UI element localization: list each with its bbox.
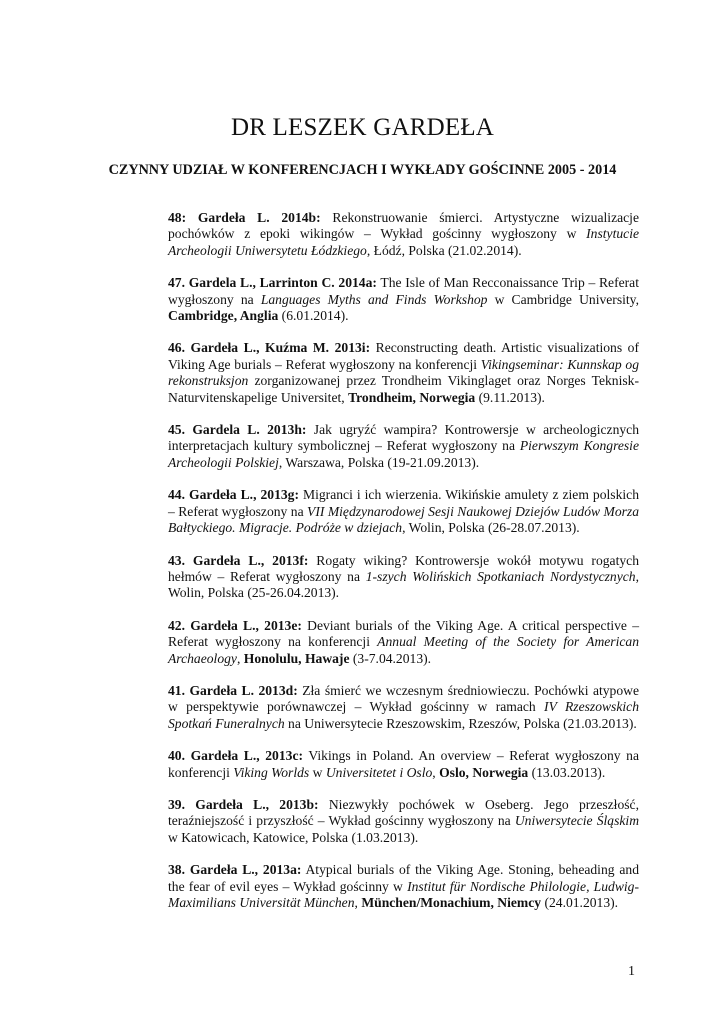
entry-venue: Annual Meeting of the Society for American Archaeology [168,634,639,666]
entry-text: Reconstructing death. Artistic visualizations of Viking Age burials – Referat wygłoszony na konferencji [168,340,639,372]
entry-venue: IV Rzeszowskich Spotkań Funeralnych [168,699,639,731]
entry-text: Zła śmierć we wczesnym średniowieczu. Pochówki atypowe w perspektywie porównawczej – Wykład gościnny w ramach [168,682,640,715]
entry-text: Niezwykły pochówek w Oseberg. Jego przeszłość, teraźniejszość i przyszłość – Wykład gościnny wygłoszony na [168,796,639,829]
list-item [168,748,639,781]
entry-reference: 44. Gardeła L., 2013g: [168,487,299,503]
entry-reference: 40. Gardeła L., 2013c: [168,748,304,764]
entry-reference: 38. Gardeła L., 2013a: [168,862,302,878]
list-item [168,553,639,602]
entry-reference: 48: Gardeła L. 2014b: [168,210,321,225]
entry-list [168,210,639,927]
entry-text: Rekonstruowanie śmierci. Artystyczne wizualizacje pochówków z epoki wikingów – Wykład gościnny wygłoszony w [168,210,639,242]
entry-text: Migranci i ich wierzenia. Wikińskie amulety z ziem polskich – Referat wygłoszony na [168,487,639,519]
entry-place: Honolulu, Hawaje [243,650,350,666]
entry-venue-secondary: Universitetet i Oslo [325,764,433,780]
entry-place: Cambridge, Anglia [168,308,279,324]
entry-text: Vikings in Poland. An overview – Referat wygłoszony na konferencji [168,748,639,780]
entry-text: , Wolin, Polska (26-28.07.2013). [402,520,580,536]
entry-reference: 39. Gardeła L., 2013b: [168,796,319,812]
entry-place: München/Monachium, Niemcy [361,895,542,910]
entry-text: Deviant burials of the Viking Age. A critical perspective – Referat wygłoszony na konferencji [168,617,640,650]
entry-venue: Pierwszym Kongresie Archeologii Polskiej [168,438,639,470]
list-item [168,618,639,667]
entry-text: , Wolin, Polska (25-26.04.2013). [168,568,639,601]
entry-reference: 47. Gardela L., Larrinton C. 2014a: [168,275,377,291]
page-number: 1 [628,964,635,979]
entry-place: Trondheim, Norwegia [348,389,476,405]
entry-text: The Isle of Man Recconaissance Trip – Referat wygłoszony na [168,275,639,307]
list-item [168,275,639,324]
entry-venue: Languages Myths and Finds Workshop [260,291,488,307]
entry-venue: 1-szych Wolińskich Spotkaniach Nordystycznych [365,568,636,584]
entry-reference: 45. Gardela L. 2013h: [168,422,307,438]
entry-venue: VII Międzynarodowej Sesji Naukowej Dziejów Ludów Morza Bałtyckiego. Migracje. Podróże w dziejach [168,503,639,536]
list-item [168,340,639,406]
entry-date: (24.01.2013). [541,895,619,910]
entry-venue: Vikingseminar: Kunnskap og rekonstruksjon [168,356,640,389]
entry-text: , [236,650,244,666]
entry-text: w [309,764,326,780]
entry-text: Rogaty wiking? Kontrowersje wokół motywu rogatych hełmów – Referat wygłoszony na [168,552,639,584]
entry-text: w Katowicach, Katowice, Polska (1.03.2013). [168,829,419,845]
list-item [168,797,639,846]
entry-date: (3-7.04.2013). [349,650,432,666]
list-item [168,210,639,259]
entry-reference: 43. Gardeła L., 2013f: [168,552,309,568]
entry-date: (9.11.2013). [475,389,545,405]
entry-reference: 41. Gardeła L. 2013d: [168,682,298,698]
section-heading: CZYNNY UDZIAŁ W KONFERENCJACH I WYKŁADY GOŚCINNE 2005 - 2014 [108,162,617,178]
entry-date: (13.03.2013). [528,764,606,780]
entry-reference: 46. Gardeła L., Kuźma M. 2013i: [168,340,371,356]
entry-text: , Łódź, Polska (21.02.2014). [366,242,522,258]
document-title: DR LESZEK GARDEŁA [230,114,495,141]
entry-text: na Uniwersytecie Rzeszowskim, Rzeszów, Polska (21.03.2013). [284,715,637,731]
entry-text: zorganizowanej przez Trondheim Vikinglaget oraz Norges Teknisk-Naturvitenskapelige Universitet, [168,373,639,405]
entry-text: Jak ugryźć wampira? Kontrowersje w archeologicznych interpretacjach kultury symbolicznej – Referat wygłoszony na [168,422,639,454]
entry-venue: Viking Worlds [233,764,310,780]
entry-text: Atypical burials of the Viking Age. Stoning, beheading and the fear of evil eyes – Wykład gościnny w [168,862,639,894]
list-item [168,862,639,911]
list-item [168,422,639,471]
entry-text: , [432,764,440,780]
entry-place: Oslo, Norwegia [439,764,529,780]
entry-text: w Cambridge University, [487,291,639,307]
entry-date: (6.01.2014). [278,308,349,324]
entry-venue: Uniwersytecie Śląskim [514,813,640,829]
entry-venue: Instytucie Archeologii Uniwersytetu Łódzkiego [168,226,639,258]
entry-text: , [354,895,362,910]
entry-venue: Institut für Nordische Philologie, Ludwig-Maximilians Universität München [168,878,639,910]
list-item [168,683,639,732]
entry-text: , Warszawa, Polska (19-21.09.2013). [278,454,480,470]
list-item [168,487,639,536]
entry-reference: 42. Gardeła L., 2013e: [168,617,302,633]
